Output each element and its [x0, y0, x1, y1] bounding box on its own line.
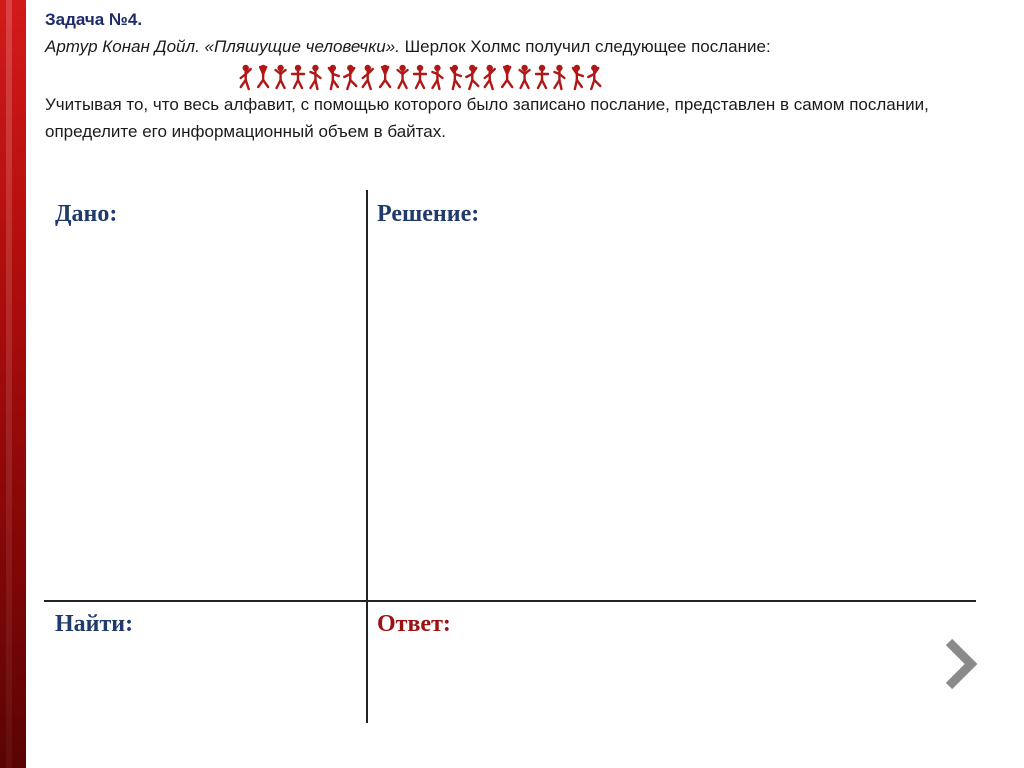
dancing-man-figure [554, 65, 564, 89]
dancing-man-figure [536, 65, 548, 88]
dancing-men-message-image [237, 60, 603, 92]
dancing-man-figure [398, 65, 408, 88]
task-source-line [45, 37, 771, 57]
dancing-man-figure [292, 65, 304, 88]
dancing-man-figure [241, 65, 251, 89]
dancing-man-figure [588, 65, 600, 89]
dancing-man-figure [380, 65, 390, 87]
dancing-man-figure [276, 65, 286, 88]
dancing-man-figure [502, 65, 512, 87]
dancing-man-figure [258, 65, 268, 87]
dancing-man-figure [466, 65, 478, 89]
dancing-man-figure [363, 65, 373, 89]
dancing-man-figure [329, 65, 339, 89]
solution-label: Решение: [377, 201, 480, 227]
dancing-man-figure [432, 65, 442, 89]
dancing-man-figure [344, 65, 356, 89]
dancing-man-figure [573, 65, 583, 89]
task-question: Учитывая то, что весь алфавит, с помощью которого было записано послание, представлен в самом послании, определите его информационный объем в байтах. [45, 95, 929, 141]
dancing-man-figure [414, 65, 426, 88]
table-horizontal-divider [44, 600, 976, 602]
dancing-man-figure [451, 65, 461, 89]
dancing-man-figure [310, 65, 320, 89]
answer-label: Ответ: [377, 611, 451, 637]
decorative-side-bar [0, 0, 26, 768]
task-intro: Шерлок Холмс получил следующее послание: [399, 37, 771, 56]
task-source: Артур Конан Дойл. «Пляшущие человечки». [45, 37, 400, 56]
table-vertical-divider [366, 190, 368, 723]
task-title: Задача №4. [45, 10, 143, 29]
chevron-right-icon[interactable] [941, 638, 981, 690]
find-label: Найти: [55, 611, 134, 637]
dancing-man-figure [520, 65, 530, 88]
given-label: Дано: [55, 201, 118, 227]
dancing-man-figure [485, 65, 495, 89]
